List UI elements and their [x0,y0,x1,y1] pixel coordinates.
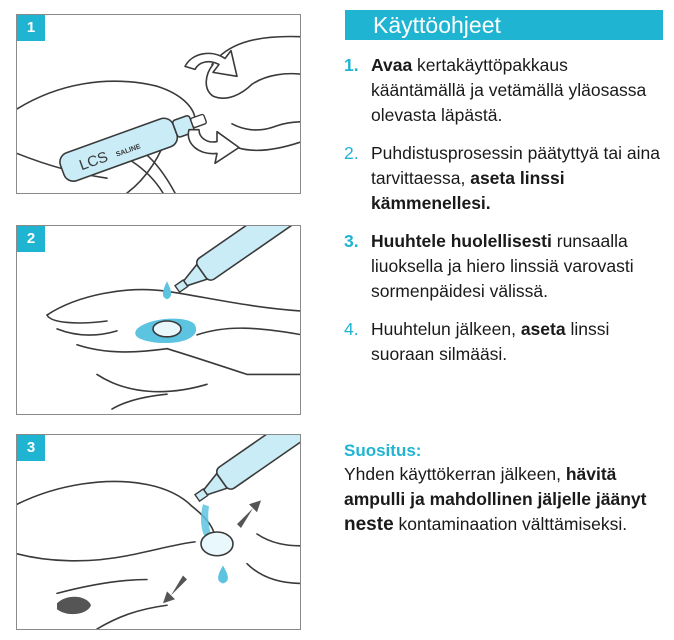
recommendation-emphasis: neste [344,514,394,535]
fingernail [57,597,91,614]
step-number: 2. [344,143,359,163]
illustration-panel-open-ampoule [16,14,301,194]
instruction-step [344,141,664,216]
instruction-steps [344,53,664,380]
recommendation-bold: hävitä ampulli ja mahdollinen jäljelle jäänyt [344,464,647,509]
open-ampoule-illustration [17,15,301,193]
step-text: kertakäyttöpakkaus kääntämällä ja vetämällä yläosassa olevasta läpästä. [371,55,647,125]
saline-ampoule [57,105,210,184]
illustration-panel-lens-on-palm [16,225,301,415]
twist-arrow-icon [185,51,239,164]
recommendation-plain: kontaminaation välttämiseksi. [393,514,628,534]
step-text: runsaalla liuoksella ja hiero linssiä varovasti sormenpäidesi välissä. [371,231,634,301]
liquid-drop-icon [163,281,171,299]
panel-number-badge: 1 [17,15,45,41]
step-number: 1. [344,55,359,75]
panel-number-badge: 3 [17,435,45,461]
step-bold-text: aseta linssi kämmenellesi. [371,168,565,213]
recommendation-text [344,462,664,537]
step-text: linssi suoraan silmääsi. [371,319,610,364]
recommendation-box [344,440,664,537]
lens-on-palm-illustration [17,226,301,414]
rinse-lens-illustration [17,435,301,629]
contact-lens-icon [201,532,233,556]
step-number: 3. [344,231,359,251]
panel-number-badge: 2 [17,226,45,252]
instruction-step [344,229,664,304]
step-bold-text: Huuhtele huolellisesti [371,231,552,251]
step-text: Puhdistusprosessin päätyttyä tai aina tarvittaessa, [371,143,660,188]
step-number: 4. [344,319,359,339]
bottle-brand-text: LCS [77,149,111,175]
step-text: Huuhtelun jälkeen, [371,319,521,339]
step-bold-text: aseta [520,319,566,339]
instruction-step [344,53,664,128]
bottle-label-text: SALINE [115,143,142,159]
contact-lens-icon [153,321,181,337]
recommendation-plain: Yhden käyttökerran jälkeen, [344,464,566,484]
dropper-bottle [190,435,301,508]
step-bold-text: Avaa [371,55,413,75]
instruction-step [344,317,664,367]
dropper-bottle [170,226,300,299]
instructions-title: Käyttöohjeet [345,10,663,40]
liquid-drop-icon [218,566,228,584]
recommendation-title: Suositus: [344,441,422,460]
illustration-panel-rinse-lens [16,434,301,630]
